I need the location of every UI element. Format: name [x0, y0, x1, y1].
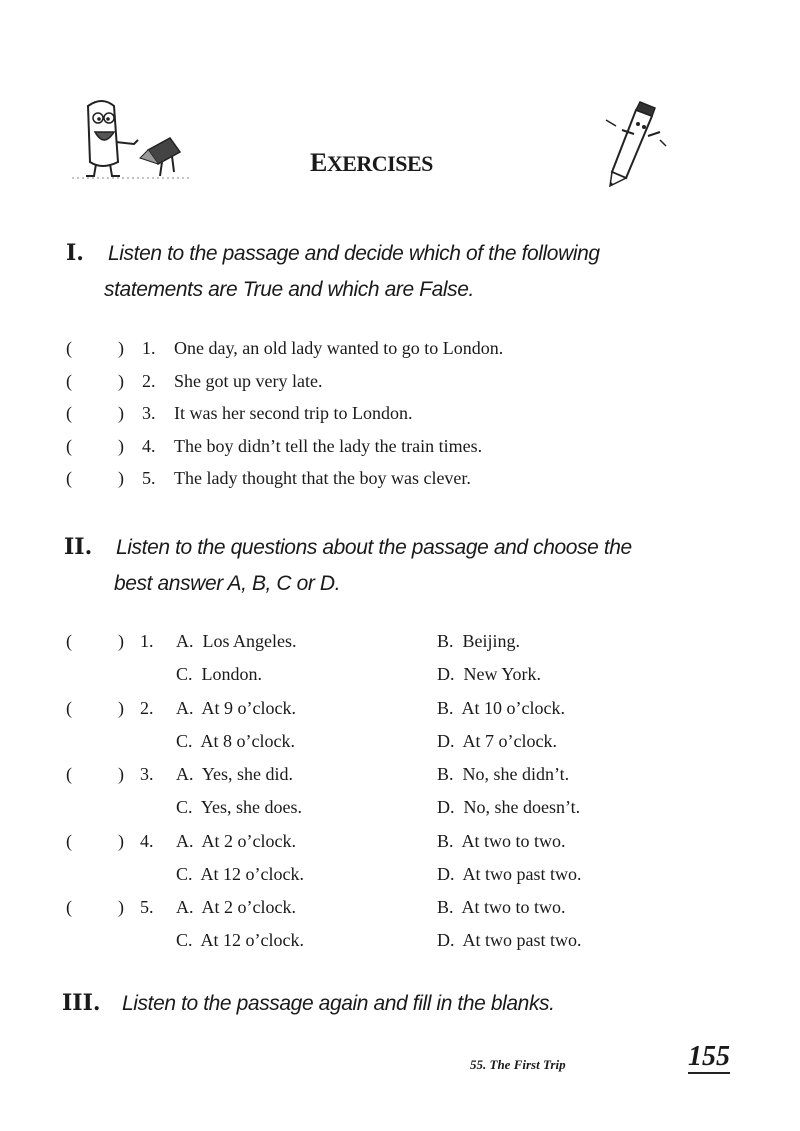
section-1-instruction-line-1: Listen to the passage and decide which of the following — [108, 242, 600, 265]
answer-blank[interactable]: ( — [66, 338, 72, 358]
section-1-instruction-line-2: statements are True and which are False. — [104, 278, 474, 301]
statement-text: The lady thought that the boy was clever. — [174, 468, 471, 488]
option-c: C. At 12 o’clock. — [176, 930, 304, 950]
option-c: C. Yes, she does. — [176, 797, 303, 817]
answer-blank[interactable]: ( — [66, 403, 72, 423]
answer-blank[interactable]: ( — [66, 698, 72, 718]
option-c: C. At 12 o’clock. — [176, 864, 304, 884]
section-2-number: II. — [64, 534, 93, 560]
answer-blank-close: ) — [118, 436, 124, 456]
answer-blank[interactable]: ( — [66, 831, 72, 851]
question-number: 3. — [140, 764, 154, 784]
answer-blank-close: ) — [118, 897, 124, 917]
answer-blank-close: ) — [118, 371, 124, 391]
answer-blank[interactable]: ( — [66, 631, 72, 651]
answer-blank-close: ) — [118, 831, 124, 851]
option-d: D. No, she doesn’t. — [437, 797, 581, 817]
option-b: B. At 10 o’clock. — [437, 698, 565, 718]
section-2-instruction-line-2: best answer A, B, C or D. — [114, 572, 341, 595]
answer-blank[interactable]: ( — [66, 371, 72, 391]
section-3-instruction: Listen to the passage again and fill in the blanks. — [122, 992, 555, 1015]
chapter-title: 55. The First Trip — [470, 1057, 566, 1072]
statement-text: It was her second trip to London. — [174, 403, 413, 423]
option-b: B. No, she didn’t. — [437, 764, 570, 784]
option-b: B. At two to two. — [437, 831, 566, 851]
answer-blank-close: ) — [118, 403, 124, 423]
statement-text: The boy didn’t tell the lady the train times. — [174, 436, 483, 456]
question-number: 4. — [140, 831, 154, 851]
pencil-cartoon-illustration — [600, 100, 670, 190]
option-c: C. London. — [176, 664, 263, 684]
option-d: D. New York. — [437, 664, 542, 684]
eraser-cartoon-illustration — [62, 92, 202, 187]
answer-blank-close: ) — [118, 468, 124, 488]
option-a: A. At 9 o’clock. — [176, 698, 296, 718]
item-number: 5. — [142, 468, 156, 488]
answer-blank-close: ) — [118, 698, 124, 718]
statement-text: She got up very late. — [174, 371, 323, 391]
question-number: 1. — [140, 631, 154, 651]
answer-blank-close: ) — [118, 764, 124, 784]
option-a: A. At 2 o’clock. — [176, 897, 296, 917]
item-number: 2. — [142, 371, 156, 391]
page-title: EXERCISES — [310, 148, 433, 177]
item-number: 3. — [142, 403, 156, 423]
option-b: B. Beijing. — [437, 631, 521, 651]
item-number: 4. — [142, 436, 156, 456]
section-3-number: III. — [62, 990, 101, 1016]
answer-blank-close: ) — [118, 631, 124, 651]
question-number: 2. — [140, 698, 154, 718]
option-a: A. Yes, she did. — [176, 764, 294, 784]
option-c: C. At 8 o’clock. — [176, 731, 295, 751]
answer-blank-close: ) — [118, 338, 124, 358]
option-a: A. Los Angeles. — [176, 631, 297, 651]
section-2-instruction-line-1: Listen to the questions about the passage and choose the — [116, 536, 632, 559]
option-a: A. At 2 o’clock. — [176, 831, 296, 851]
section-1-number: I. — [66, 240, 84, 266]
option-d: D. At two past two. — [437, 930, 582, 950]
option-d: D. At 7 o’clock. — [437, 731, 557, 751]
item-number: 1. — [142, 338, 156, 358]
answer-blank[interactable]: ( — [66, 764, 72, 784]
answer-blank[interactable]: ( — [66, 897, 72, 917]
option-b: B. At two to two. — [437, 897, 566, 917]
page-number: 155 — [688, 1041, 730, 1072]
option-d: D. At two past two. — [437, 864, 582, 884]
question-number: 5. — [140, 897, 154, 917]
answer-blank[interactable]: ( — [66, 468, 72, 488]
statement-text: One day, an old lady wanted to go to London. — [174, 338, 504, 358]
answer-blank[interactable]: ( — [66, 436, 72, 456]
